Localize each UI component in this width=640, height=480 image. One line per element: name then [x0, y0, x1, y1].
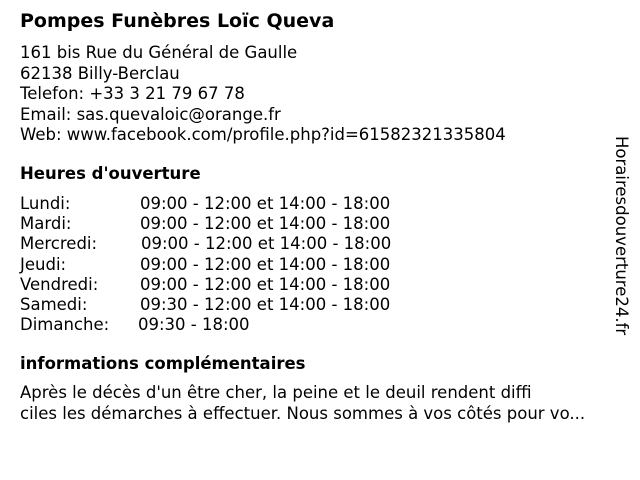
day-label: Lundi: [20, 194, 71, 213]
side-brand-label: Horairesdouverture24.fr [612, 136, 631, 336]
business-contact-info [20, 43, 506, 146]
day-label: Vendredi: [20, 274, 99, 294]
day-label: Jeudi: [20, 254, 67, 274]
day-hours: 09:30 - 12:00 et 14:00 - 18:00 [140, 294, 391, 314]
day-hours: 09:30 - 18:00 [138, 315, 250, 335]
more-info-text [20, 382, 585, 424]
day-hours: 09:00 - 12:00 et 14:00 - 18:00 [140, 194, 391, 213]
business-name: Pompes Funèbres Loïc Queva [20, 10, 335, 32]
day-label: Dimanche: [20, 315, 110, 335]
phone-line[interactable]: Telefon: +33 3 21 79 67 78 [20, 84, 245, 103]
more-info-heading: informations complémentaires [20, 354, 306, 373]
address-line-2: 62138 Billy-Berclau [20, 63, 180, 83]
day-label: Mardi: [20, 214, 72, 234]
website-line[interactable]: Web: www.facebook.com/profile.php?id=61582321335804 [20, 125, 506, 144]
day-hours: 09:00 - 12:00 et 14:00 - 18:00 [140, 214, 391, 234]
email-line[interactable]: Email: sas.quevaloic@orange.fr [20, 104, 281, 124]
more-info-line-1: Après le décès d'un être cher, la peine et le deuil rendent diffi [20, 383, 532, 402]
more-info-line-2: ciles les démarches à effectuer. Nous sommes à vos côtés pour vo... [20, 404, 586, 423]
day-hours: 09:00 - 12:00 et 14:00 - 18:00 [140, 254, 391, 274]
day-label: Samedi: [20, 294, 88, 314]
day-label: Mercredi: [20, 234, 98, 254]
address-line-1: 161 bis Rue du Général de Gaulle [20, 43, 298, 62]
day-hours: 09:00 - 12:00 et 14:00 - 18:00 [141, 234, 392, 254]
day-hours: 09:00 - 12:00 et 14:00 - 18:00 [140, 274, 391, 294]
opening-hours-heading: Heures d'ouverture [20, 164, 201, 183]
